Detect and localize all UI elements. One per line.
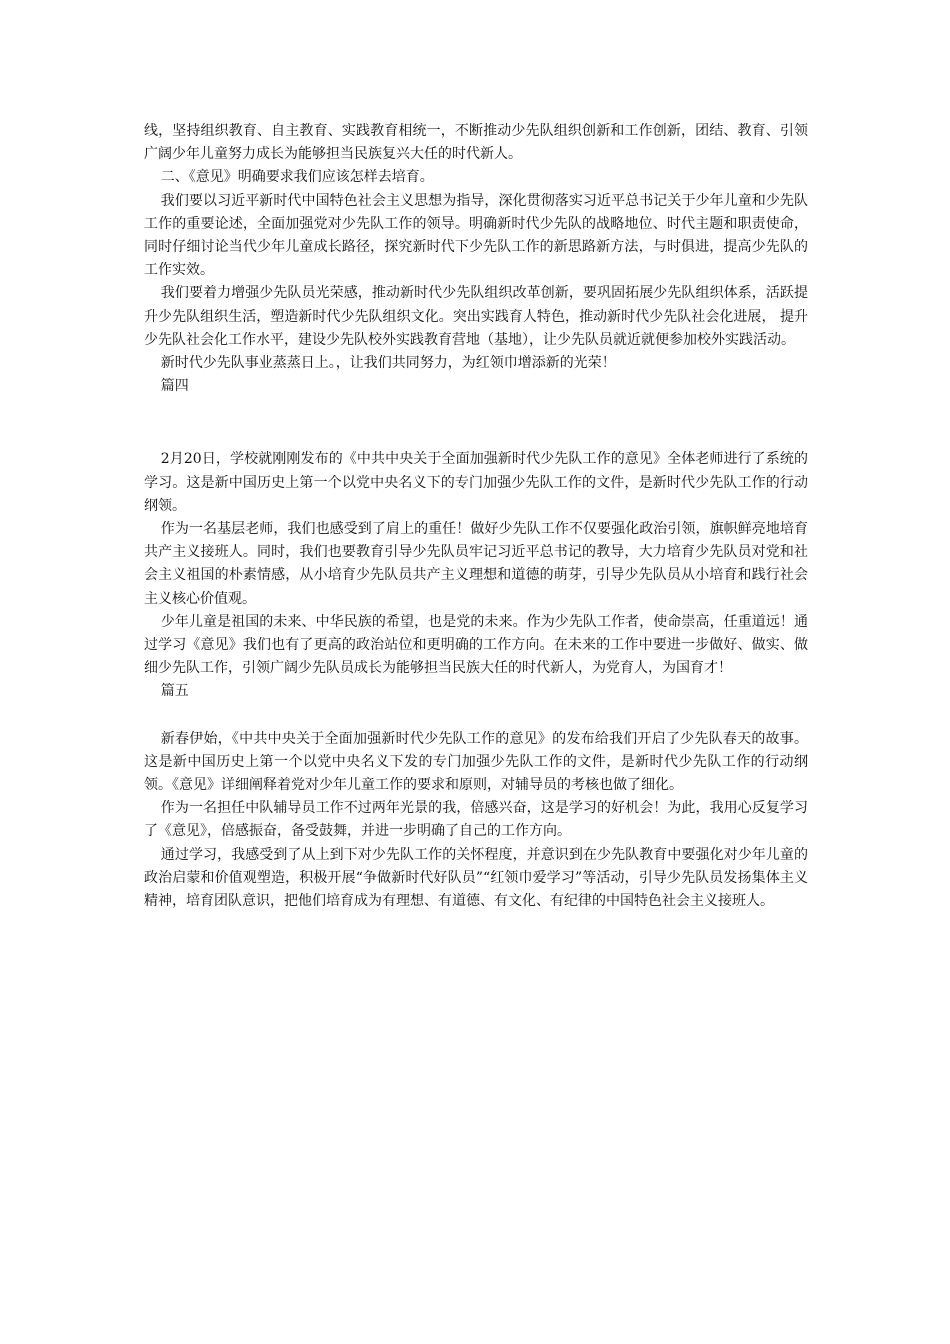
paragraph-continued: 线，坚持组织教育、自主教育、实践教育相统一，不断推动少先队组织创新和工作创新，团结、教育、引领广阔少年儿童努力成长为能够担当民族复兴大任的时代新人。 <box>144 123 808 163</box>
paragraph: 2月20日，学校就刚刚发布的《中共中央关于全面加强新时代少先队工作的意见》全体老师进行了系统的学习。这是新中国历史上第一个以党中央名义下的专门加强少先队工作的文件，是新时代少先队工作的行动纲领。 <box>144 451 808 514</box>
paragraph: 少年儿童是祖国的未来、中华民族的希望，也是党的未来。作为少先队工作者，使命崇高，任重道远！通过学习《意见》我们也有了更高的政治站位和更明确的工作方向。在未来的工作中要进一步做好、做实、做细少先队工作，引领广阔少先队员成长为能够担当民族大任的时代新人，为党育人，为国育才！ <box>144 613 808 677</box>
spacer <box>144 398 808 448</box>
paragraph: 作为一名担任中队辅导员工作不过两年光景的我，倍感兴奋，这是学习的好机会！为此，我用心反复学习了《意见》，倍感振奋，备受鼓舞，并进一步明确了自己的工作方向。 <box>144 800 808 840</box>
paragraph: 通过学习，我感受到了从上到下对少先队工作的关怀程度，并意识到在少先队教育中要强化对少年儿童的政治启蒙和价值观塑造，积极开展“争做新时代好队员”“红领巾爱学习”等活动，引导少先队员发扬集体主义精神，培育团队意识，把他们培育成为有理想、有道德、有文化、有纪律的中国特色社会主义接班人。 <box>144 846 808 910</box>
heading-part-five: 篇五 <box>160 683 189 700</box>
paragraph: 我们要以习近平新时代中国特色社会主义思想为指导，深化贯彻落实习近平总书记关于少年儿童和少先队工作的重要论述，全面加强党对少先队工作的领导。明确新时代少先队的战略地位、时代主题和职责使命，同时仔细讨论当代少年儿童成长路径，探究新时代下少先队工作的新思路新方法，与时俱进，提高少先队的工作实效。 <box>144 192 808 279</box>
paragraph: 我们要着力增强少先队员光荣感，推动新时代少先队组织改革创新，要巩固拓展少先队组织体系，活跃提升少先队组织生活，塑造新时代少先队组织文化。突出实践育人特色，推动新时代少先队社会化进展， 提升少先队社会化工作水平，建设少先队校外实践教育营地（基地），让少先队员就近就便参加校外实践活动。 <box>144 285 808 348</box>
paragraph: 新时代少先队事业蒸蒸日上。，让我们共同努力，为红领巾增添新的光荣！ <box>160 355 616 372</box>
section-two-heading: 二、《意见》明确要求我们应该怎样去培育。 <box>160 169 434 186</box>
document-body <box>144 120 808 913</box>
paragraph: 作为一名基层老师，我们也感受到了肩上的重任！做好少先队工作不仅要强化政治引领，旗帜鲜亮地培育共产主义接班人。同时，我们也要教育引导少先队员牢记习近平总书记的教导，大力培育少先队员对党和社会主义祖国的朴素情感，从小培育少先队员共产主义理想和道德的萌芽，引导少先队员从小培育和践行社会主义核心价值观。 <box>144 521 808 607</box>
heading-part-four: 篇四 <box>160 378 189 395</box>
spacer <box>144 704 808 728</box>
paragraph: 新春伊始，《中共中央关于全面加强新时代少先队工作的意见》的发布给我们开启了少先队春天的故事。这是新中国历史上第一个以党中央名义下发的专门加强少先队工作的文件，是新时代少先队工作的行动纲领。《意见》详细阐释着党对少年儿童工作的要求和原则，对辅导员的考核也做了细化。 <box>144 730 808 794</box>
